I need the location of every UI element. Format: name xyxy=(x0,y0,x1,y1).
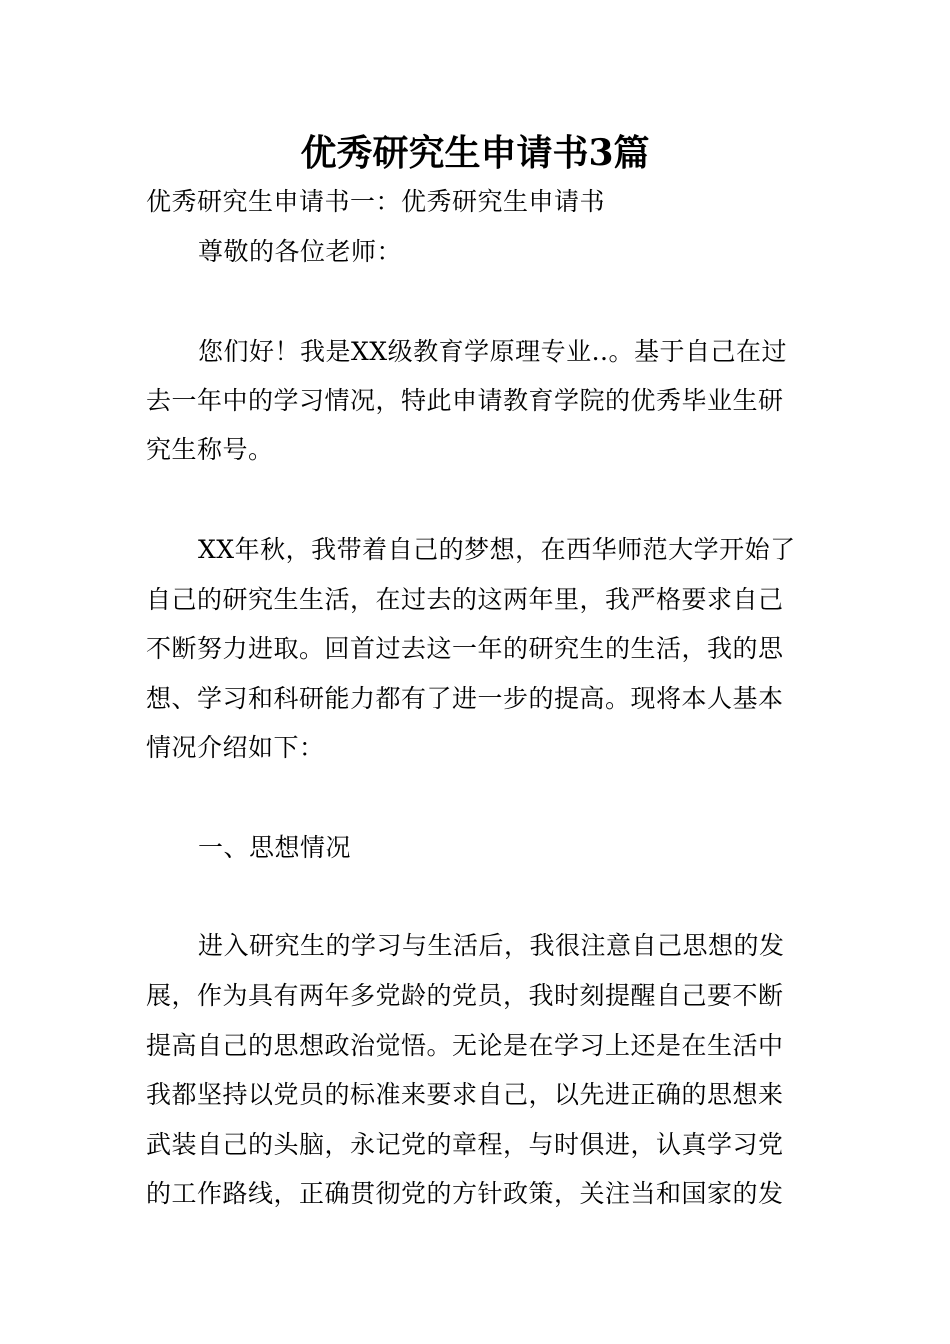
paragraph-1-line-3: 究生称号。 xyxy=(146,435,274,464)
paragraph-2-line-3: 不断努力进取。回首过去这一年的研究生的生活，我的思 xyxy=(146,634,784,663)
section-heading: 一、思想情况 xyxy=(198,833,352,862)
paragraph-2-line-2: 自己的研究生生活，在过去的这两年里，我严格要求自己 xyxy=(146,585,784,614)
paragraph-3-line-6: 的工作路线，正确贯彻党的方针政策，关注当和国家的发 xyxy=(146,1179,784,1208)
paragraph-3-line-3: 提高自己的思想政治觉悟。无论是在学习上还是在生活中 xyxy=(146,1031,784,1060)
paragraph-2-line-1: XX年秋，我带着自己的梦想，在西华师范大学开始了 xyxy=(198,535,796,564)
paragraph-3-line-4: 我都坚持以党员的标准来要求自己，以先进正确的思想来 xyxy=(146,1080,784,1109)
paragraph-3-line-1: 进入研究生的学习与生活后，我很注意自己思想的发 xyxy=(198,931,785,960)
document-subtitle: 优秀研究生申请书一：优秀研究生申请书 xyxy=(146,187,606,216)
document-title: 优秀研究生申请书3篇 xyxy=(300,132,650,174)
paragraph-3-line-2: 展，作为具有两年多党龄的党员，我时刻提醒自己要不断 xyxy=(146,981,784,1010)
paragraph-3-line-5: 武装自己的头脑，永记党的章程，与时俱进，认真学习党 xyxy=(146,1130,784,1159)
paragraph-1-line-1: 您们好！我是XX级教育学原理专业..。基于自己在过 xyxy=(198,337,787,366)
paragraph-2-line-5: 情况介绍如下： xyxy=(146,733,325,762)
paragraph-1-line-2: 去一年中的学习情况，特此申请教育学院的优秀毕业生研 xyxy=(146,386,784,415)
paragraph-2-line-4: 想、学习和科研能力都有了进一步的提高。现将本人基本 xyxy=(146,684,784,713)
salutation: 尊敬的各位老师： xyxy=(198,237,403,266)
